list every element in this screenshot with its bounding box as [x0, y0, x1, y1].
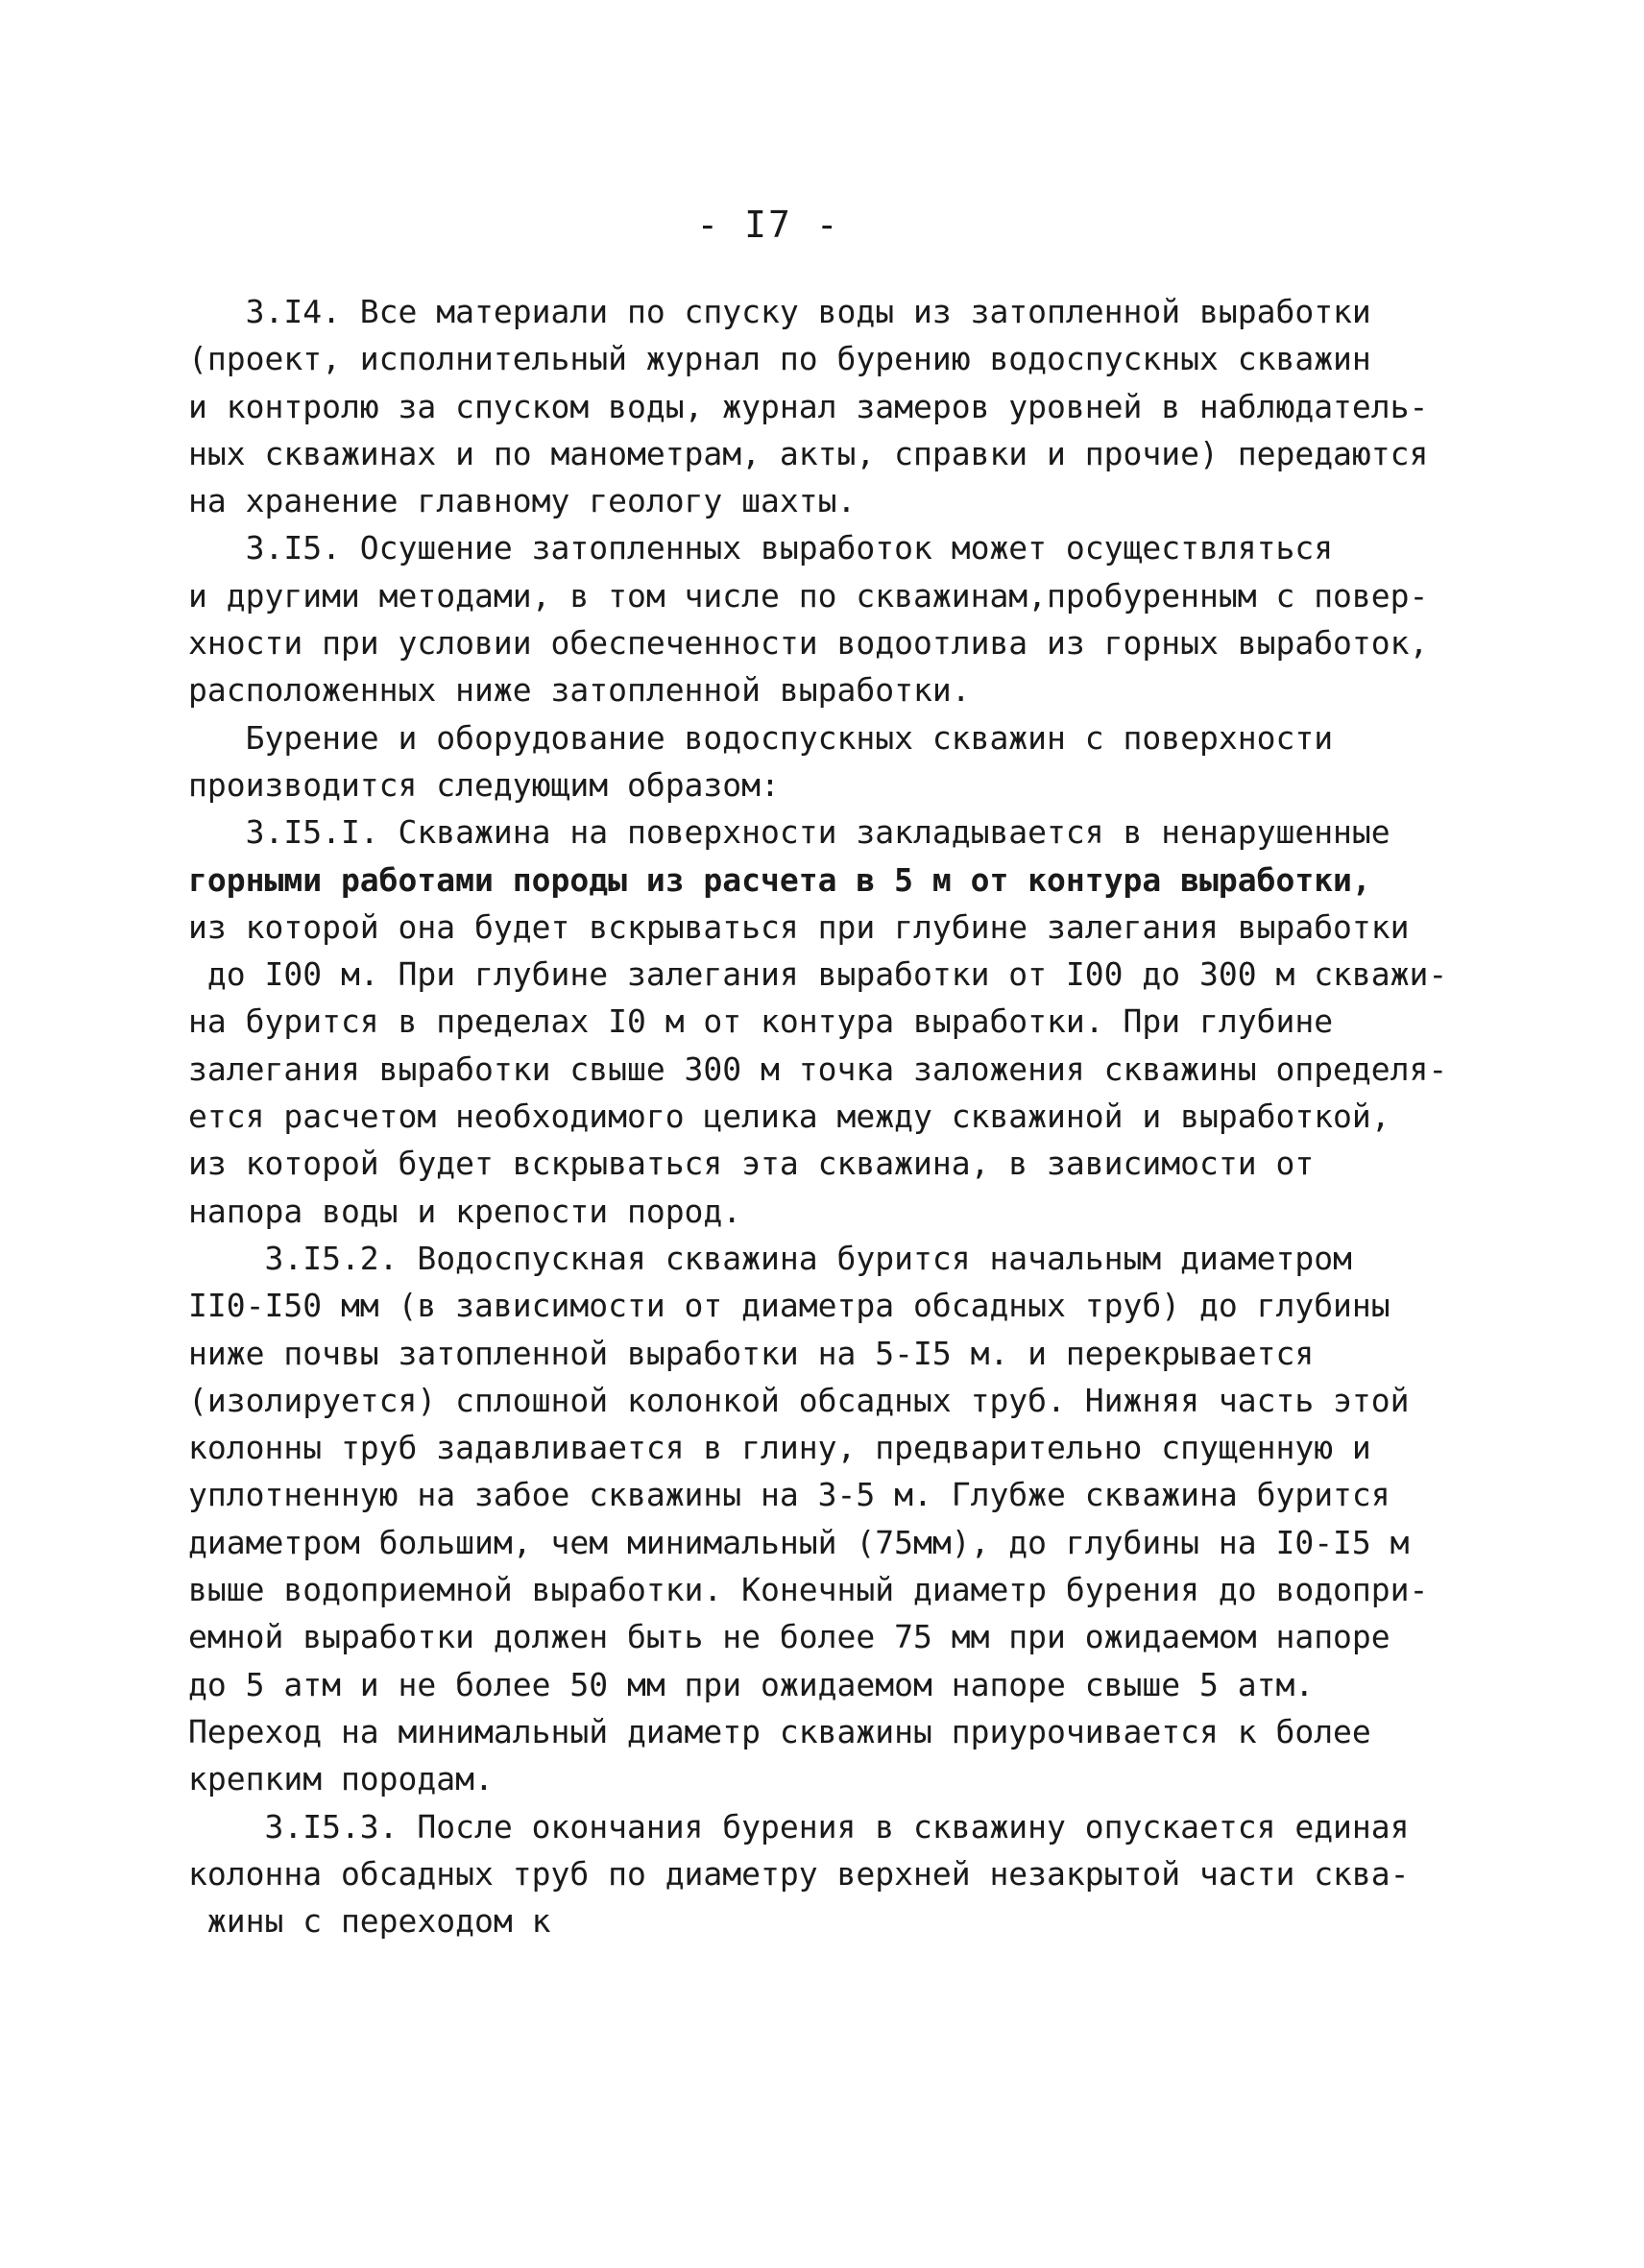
text-line: до I00 м. При глубине залегания выработки от I00 до 300 м скважи- — [188, 955, 1448, 994]
text-line: хности при условии обеспеченности водоотлива из горных выработок, — [188, 624, 1429, 663]
text-line: расположенных ниже затопленной выработки. — [188, 671, 971, 710]
text-line: 3.I5.I. Скважина на поверхности закладывается в ненарушенные — [188, 813, 1390, 852]
text-line: выше водоприемной выработки. Конечный диаметр бурения до водопри- — [188, 1571, 1429, 1609]
text-line: производится следующим образом: — [188, 765, 780, 804]
text-line: до 5 атм и не более 50 мм при ожидаемом напоре свыше 5 атм. — [188, 1665, 1315, 1703]
text-line: жины с переходом к — [188, 1902, 551, 1941]
text-line: емной выработки должен быть не более 75 мм при ожидаемом напоре — [188, 1618, 1390, 1656]
text-line: ниже почвы затопленной выработки на 5-I5 м. и перекрывается — [188, 1334, 1315, 1372]
text-line: уплотненную на забое скважины на 3-5 м. Глубже скважина бурится — [188, 1476, 1390, 1514]
text-line: на бурится в пределах I0 м от контура выработки. При глубине — [188, 1002, 1334, 1041]
text-line: ется расчетом необходимого целика между скважиной и выработкой, — [188, 1098, 1390, 1136]
text-line: колонны труб задавливается в глину, предварительно спущенную и — [188, 1429, 1371, 1467]
text-line: ных скважинах и по манометрам, акты, справки и прочие) передаются — [188, 434, 1429, 472]
text-line: напора воды и крепости пород. — [188, 1192, 742, 1230]
text-line: из которой она будет вскрываться при глубине залегания выработки — [188, 907, 1410, 946]
text-line: (изолируется) сплошной колонкой обсадных труб. Нижняя часть этой — [188, 1381, 1410, 1419]
text-line: залегания выработки свыше 300 м точка заложения скважины определя- — [188, 1050, 1448, 1088]
text-line: Переход на минимальный диаметр скважины приурочивается к более — [188, 1712, 1371, 1750]
text-line: на хранение главному геологу шахты. — [188, 482, 857, 520]
text-line: II0-I50 мм (в зависимости от диаметра обсадных труб) до глубины — [188, 1287, 1390, 1325]
text-line: горными работами породы из расчета в 5 м от контура выработки, — [188, 860, 1371, 899]
text-line: и другими методами, в том числе по скважинам,пробуренным с повер- — [188, 576, 1429, 615]
text-line: 3.I5. Осушение затопленных выработок может осуществляться — [188, 529, 1334, 567]
text-line: диаметром большим, чем минимальный (75мм), до глубины на I0-I5 м — [188, 1523, 1410, 1561]
text-line: 3.I5.2. Водоспускная скважина бурится начальным диаметром — [188, 1239, 1352, 1277]
body-text — [188, 288, 1456, 1944]
text-line: (проект, исполнительный журнал по бурению водоспускных скважин — [188, 340, 1371, 378]
text-line: Бурение и оборудование водоспускных скважин с поверхности — [188, 718, 1334, 757]
text-line: колонна обсадных труб по диаметру верхней незакрытой части сква- — [188, 1854, 1410, 1893]
text-line: и контролю за спуском воды, журнал замеров уровней в наблюдатель- — [188, 387, 1429, 425]
text-line: 3.I5.3. После окончания бурения в скважину опускается единая — [188, 1807, 1410, 1846]
text-line: крепким породам. — [188, 1760, 494, 1798]
page-number: - I7 - — [696, 204, 840, 246]
text-line: 3.I4. Все материали по спуску воды из затопленной выработки — [188, 293, 1371, 330]
text-line: из которой будет вскрываться эта скважина, в зависимости от — [188, 1145, 1315, 1183]
